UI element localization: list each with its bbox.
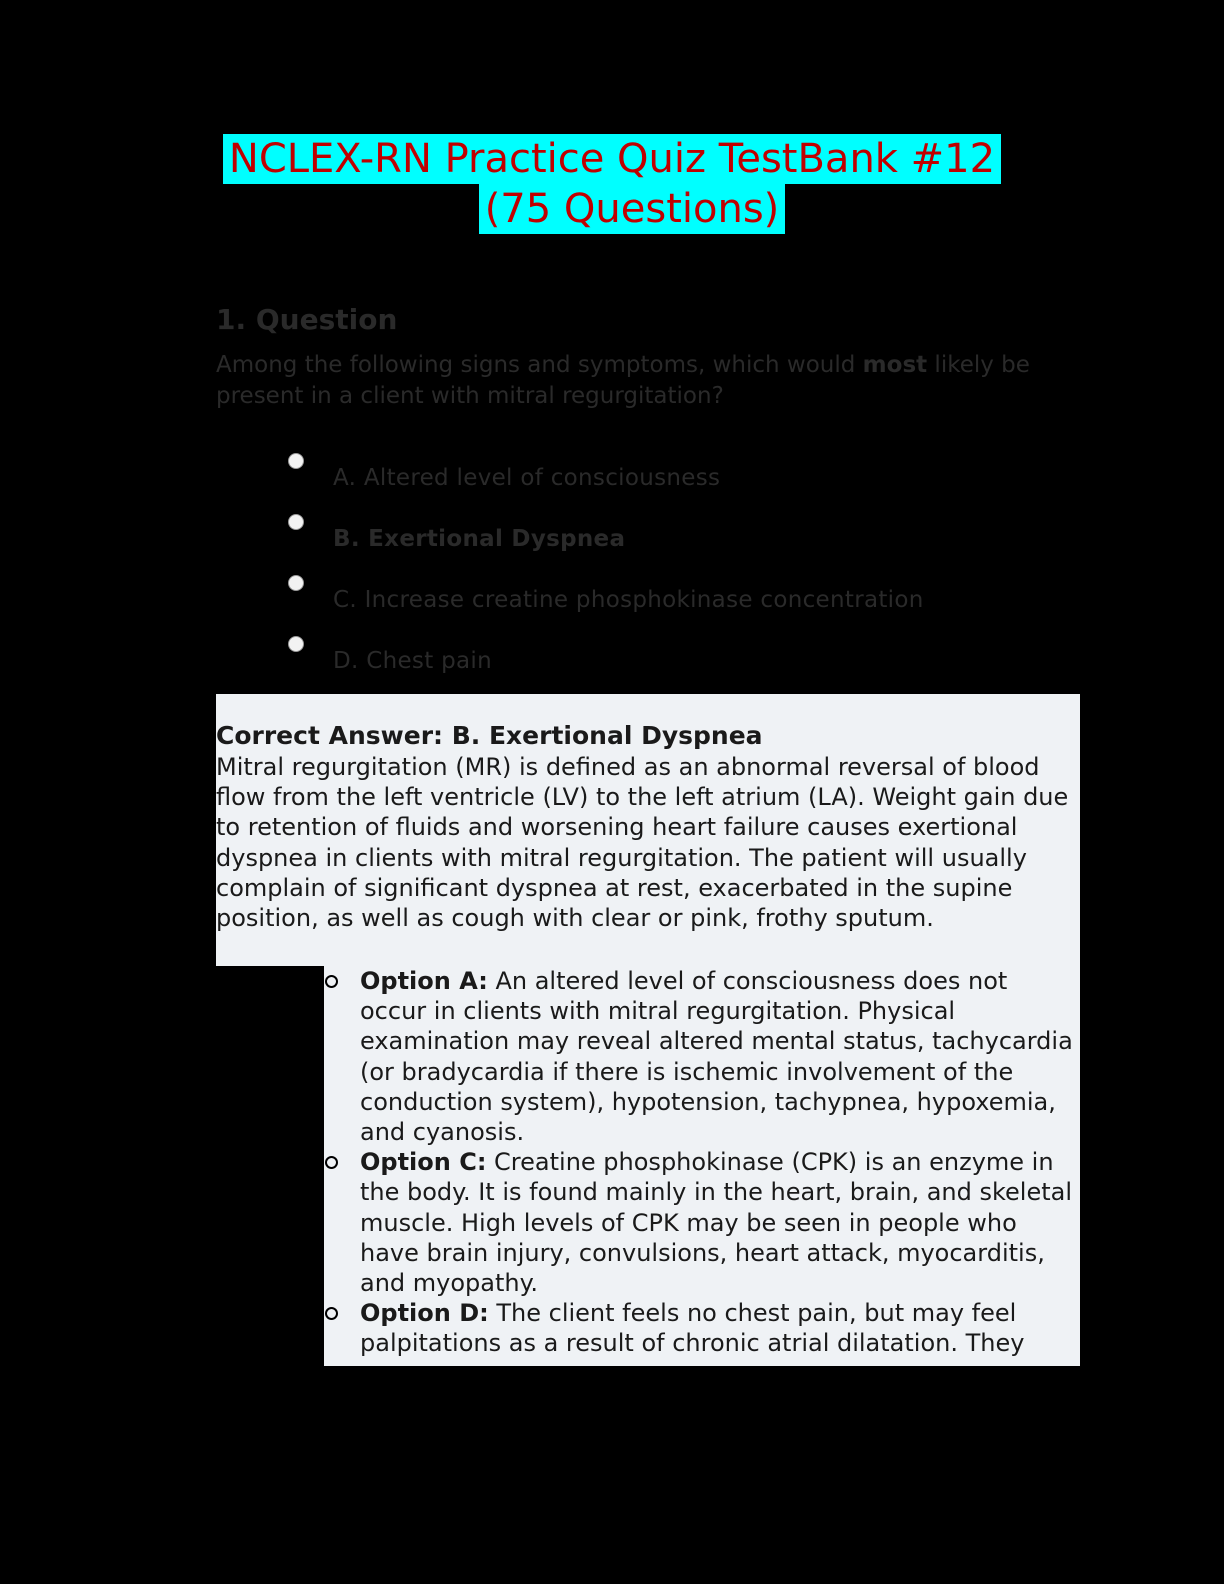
correct-answer-title: Correct Answer: B. Exertional Dyspnea bbox=[216, 721, 763, 750]
bullet-circle-icon bbox=[325, 1307, 338, 1320]
answer-explanation-text: Mitral regurgitation (MR) is defined as an abnormal reversal of blood flow from the left ventricle (LV) to the left atrium (LA). Weight gain due to retention of fluids and worsening heart failure causes exertional dyspnea in clients with mitral regurgitation. The patient will usually complain of significant dyspnea at rest, exacerbated in the supine position, as well as cough with clear or pink, frothy sputum. bbox=[216, 753, 1069, 933]
option-a-label: A. Altered level of consciousness bbox=[333, 465, 721, 491]
question-text-emphasis: most bbox=[862, 352, 928, 378]
question-text bbox=[216, 350, 1096, 412]
explanation-option-c bbox=[324, 1147, 1080, 1298]
explanation-option-d-name: Option D: bbox=[360, 1299, 489, 1328]
title-line-2: (75 Questions) bbox=[479, 184, 786, 234]
bullet-circle-icon bbox=[325, 1156, 338, 1169]
radio-button-icon[interactable] bbox=[288, 636, 304, 652]
radio-button-icon[interactable] bbox=[288, 453, 304, 469]
answer-options bbox=[288, 450, 1088, 694]
option-b-label: B. Exertional Dyspnea bbox=[333, 526, 626, 552]
document-title bbox=[0, 134, 1224, 234]
radio-button-icon[interactable] bbox=[288, 575, 304, 591]
option-d[interactable] bbox=[288, 633, 1088, 694]
radio-button-icon[interactable] bbox=[288, 514, 304, 530]
question-text-start: Among the following signs and symptoms, which would bbox=[216, 352, 863, 378]
question-heading: 1. Question bbox=[216, 303, 398, 336]
explanation-option-d-text: The client feels no chest pain, but may feel palpitations as a result of chronic atrial dilatation. They bbox=[360, 1299, 1025, 1358]
bullet-circle-icon bbox=[325, 975, 338, 988]
option-explanations bbox=[324, 966, 1080, 1359]
option-b[interactable] bbox=[288, 511, 1088, 572]
option-d-label: D. Chest pain bbox=[333, 648, 492, 674]
explanation-option-c-text: Creatine phosphokinase (CPK) is an enzyme in the body. It is found mainly in the heart, brain, and skeletal muscle. High levels of CPK may be seen in people who have brain injury, convulsions, heart attack, myocarditis, and myopathy. bbox=[360, 1148, 1073, 1298]
explanation-option-c-name: Option C: bbox=[360, 1148, 487, 1177]
explanation-option-a-name: Option A: bbox=[360, 967, 488, 995]
option-a[interactable] bbox=[288, 450, 1088, 511]
option-c[interactable] bbox=[288, 572, 1088, 633]
explanation-option-a-text: An altered level of consciousness does not occur in clients with mitral regurgitation. Physical examination may reveal altered mental status, tachycardia (or bradycardia if there is ischemic involvement of the conduction system), hypotension, tachypnea, hypoxemia, and cyanosis. bbox=[360, 967, 1073, 1147]
question-block bbox=[216, 300, 1096, 412]
title-line-1: NCLEX-RN Practice Quiz TestBank #12 bbox=[223, 134, 1001, 184]
question-text-end: likely be present in a client with mitral regurgitation? bbox=[216, 352, 1030, 409]
explanation-option-a bbox=[324, 966, 1080, 1147]
answer-explanation bbox=[216, 720, 1080, 933]
explanation-option-d bbox=[324, 1298, 1080, 1358]
option-c-label: C. Increase creatine phosphokinase concentration bbox=[333, 587, 924, 613]
